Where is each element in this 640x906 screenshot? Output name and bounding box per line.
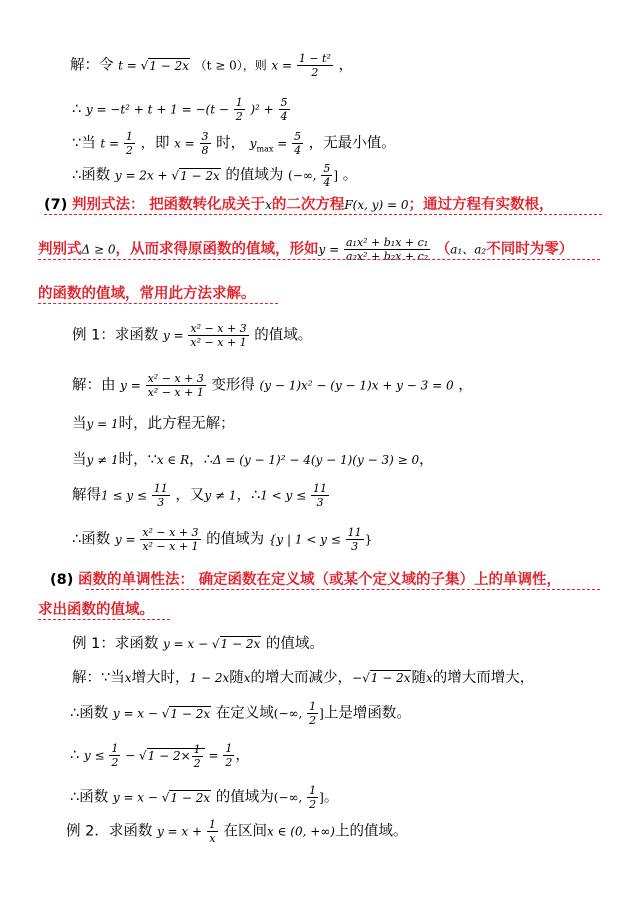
solution-line-2: [72, 96, 291, 123]
math: y = 1: [86, 417, 119, 431]
fraction: [192, 743, 203, 770]
math: x: [265, 198, 272, 212]
math: y = x −: [162, 637, 212, 651]
numerator: 3: [201, 130, 209, 143]
subscript: max: [256, 144, 274, 154]
math: t =: [100, 136, 123, 151]
text: （: [435, 241, 451, 258]
text: ，∴: [189, 452, 213, 468]
text: ，: [419, 452, 434, 468]
text: 时，此方程无解；: [118, 416, 235, 432]
numerator: 1 − t²: [298, 52, 331, 65]
math: y =: [318, 242, 343, 257]
fraction: [307, 784, 318, 811]
therefore: ∴: [72, 101, 86, 118]
sqrt-expr: √1 − 2x: [161, 790, 211, 805]
math: y = −t² + t + 1 = −(t −: [85, 102, 233, 117]
solution-line-1: [70, 52, 353, 79]
red-underline: [38, 303, 278, 304]
denominator: x² − x + 1: [190, 336, 247, 349]
math: y = x −: [112, 790, 162, 805]
text: （t ≥ 0），则: [194, 58, 267, 73]
text: ，又: [175, 487, 205, 504]
example-2-step-3: [70, 742, 250, 770]
radicand: 1 − 2x: [170, 706, 211, 721]
fraction: [321, 162, 332, 189]
text: 的二次方程: [271, 197, 345, 213]
numerator: 11: [153, 482, 168, 495]
math: {y | 1 < y ≤: [268, 532, 345, 547]
numerator: 1: [235, 96, 243, 109]
fraction: [297, 52, 333, 79]
sqrt-expr: √1 − 2× $\frac{1}{2}$: [139, 748, 205, 763]
numerator: x² − x + 3: [147, 372, 204, 385]
section-number: (7): [44, 197, 68, 213]
section-title: 判别式法：: [71, 197, 145, 213]
denominator: x² − x + 1: [142, 540, 199, 553]
text: 上的值域。: [334, 823, 408, 840]
text: 不同时为零）: [486, 241, 574, 258]
math: Δ ≥ 0: [81, 242, 116, 257]
text: ∴函数: [72, 531, 111, 548]
math: x: [243, 671, 251, 685]
text: ，: [458, 377, 473, 394]
section-title: 函数的单调性法：: [77, 572, 194, 588]
denominator: 2: [111, 756, 119, 769]
fraction: [109, 742, 120, 769]
radicand: 1 − 2x: [370, 671, 411, 685]
math: x ∈ R: [156, 453, 190, 467]
math: −: [352, 671, 363, 685]
text: 解：∵当: [72, 670, 125, 686]
fraction: [279, 96, 290, 123]
numerator: 1: [193, 742, 201, 756]
text: 。: [342, 167, 358, 184]
math: y = x −: [112, 706, 162, 721]
numerator: 1: [225, 742, 233, 755]
numerator: 1: [309, 700, 317, 713]
radicand-text: 1 − 2×: [147, 748, 191, 763]
red-underline: [86, 589, 600, 590]
fraction: [200, 130, 211, 157]
denominator: 2: [125, 144, 133, 157]
text: 判别式: [38, 241, 82, 258]
fraction: [188, 322, 248, 349]
text: ∴函数: [70, 789, 109, 806]
text: 在区间: [223, 823, 267, 840]
text: 的增大而增大，: [432, 670, 535, 686]
denominator: 2: [309, 714, 317, 727]
radicand: 1 − 2x: [149, 58, 190, 73]
math: t =: [118, 58, 141, 73]
numerator: 1: [208, 818, 216, 831]
numerator: x² − x + 3: [190, 322, 247, 335]
red-underline: [38, 259, 600, 260]
text: ，无最小值。: [308, 135, 396, 152]
text: 的增大而减少，: [250, 670, 353, 686]
example-1-question: [72, 322, 312, 349]
denominator: 2: [311, 66, 319, 79]
math: (y − 1)x² − (y − 1)x + y − 3 = 0: [259, 378, 454, 393]
example-2-step-1: [72, 668, 534, 688]
text: 时，: [216, 135, 246, 152]
sqrt-expr: √1 − 2x: [171, 168, 220, 183]
math: =: [204, 748, 223, 763]
numerator: 11: [347, 526, 362, 539]
radicand: [147, 742, 205, 770]
sqrt-expr: √1 − 2x: [140, 58, 190, 73]
section-7-line-3: [38, 284, 256, 304]
fraction: [307, 700, 318, 727]
radicand: 1 − 2x: [180, 168, 220, 183]
denominator: a₂x² + b₂x + c₂: [345, 250, 429, 263]
denominator: 8: [201, 144, 209, 157]
section-number: (8): [50, 572, 74, 588]
text: 随: [411, 670, 426, 686]
math: x: [425, 671, 433, 685]
text: ∴函数: [72, 167, 111, 184]
math: y =: [162, 328, 188, 343]
red-underline: [38, 619, 170, 620]
section-8-line-1: [50, 570, 561, 590]
solution-line-4: [72, 162, 357, 189]
math: 1 ≤ y ≤: [101, 488, 151, 503]
text: 求出函数的值域。: [38, 602, 154, 618]
denominator: x: [209, 832, 216, 845]
math: x =: [271, 58, 296, 73]
denominator: 3: [316, 496, 324, 509]
text: 把函数转化成关于: [149, 197, 266, 213]
math: y ≠ 1: [86, 453, 119, 467]
text: ，即: [140, 135, 170, 152]
math: ]: [333, 168, 339, 183]
numerator: 1: [111, 742, 119, 755]
math: Δ = (y − 1)² − 4(y − 1)(y − 3) ≥ 0: [212, 453, 420, 467]
text: 解：令: [70, 57, 114, 74]
text: ∴函数: [70, 705, 109, 722]
text: 当: [72, 452, 87, 468]
example-1-step-4: [72, 482, 330, 509]
math: =: [273, 136, 292, 151]
numerator: 1: [309, 784, 317, 797]
fraction: [346, 526, 364, 553]
text: 的值域为: [215, 789, 274, 806]
example-2-conclusion: [70, 784, 338, 811]
text: 确定函数在定义域（或某个定义域的子集）上的单调性，: [198, 572, 562, 588]
text: 的值域为: [225, 167, 284, 184]
numerator: x² − x + 3: [142, 526, 199, 539]
denominator: 4: [323, 176, 331, 189]
math: y: [249, 136, 257, 151]
text: 随: [229, 670, 244, 686]
example-2-question: [72, 634, 324, 654]
section-8-line-2: [38, 600, 154, 620]
math: (−∞,: [273, 706, 307, 721]
math: F(x, y) = 0: [344, 198, 409, 212]
text: 例 1：求函数: [72, 636, 159, 652]
text: 的值域。: [265, 636, 324, 652]
math: y =: [114, 532, 140, 547]
text: 在定义域: [215, 705, 274, 722]
text: ，∴: [236, 487, 261, 504]
denominator: x² − x + 1: [147, 386, 204, 399]
radicand: 1 − 2x: [220, 637, 261, 651]
red-underline: [44, 214, 602, 215]
math: 1 < y ≤: [260, 488, 311, 503]
text: 的函数的值域，常用此方法求解。: [38, 286, 256, 302]
sqrt-expr: √1 − 2x: [161, 706, 211, 721]
text: 的值域。: [254, 327, 313, 344]
denominator: 3: [351, 540, 359, 553]
numerator: 5: [294, 130, 302, 143]
sqrt-expr: √1 − 2x: [211, 637, 261, 651]
denominator: 3: [157, 496, 165, 509]
math: y =: [120, 378, 145, 393]
text: 例 2．求函数: [66, 823, 153, 840]
text: 变形得: [211, 377, 255, 394]
text: ；通过方程有实数根，: [408, 197, 554, 213]
text: 当: [72, 416, 87, 432]
numerator: 1: [125, 130, 133, 143]
sqrt-expr: √1 − 2x: [362, 671, 411, 685]
math: }: [364, 532, 373, 547]
text: 时，∵: [118, 452, 157, 468]
numerator: 5: [323, 162, 331, 175]
fraction: [223, 742, 234, 769]
math: (−∞,: [288, 168, 321, 183]
math: y = x +: [156, 824, 206, 839]
fraction: [292, 130, 303, 157]
numerator: 11: [313, 482, 328, 495]
text: ，: [235, 747, 250, 764]
math: a₁、a₂: [450, 242, 487, 257]
text: 上是增函数。: [323, 705, 411, 722]
denominator: 2: [309, 798, 317, 811]
example-1-conclusion: [72, 526, 372, 553]
text: 解：由: [72, 377, 116, 394]
math: ]: [319, 790, 324, 805]
example-3-question: [66, 818, 407, 845]
math: y = 2x +: [114, 168, 172, 183]
numerator: 5: [280, 96, 288, 109]
math: x: [124, 671, 132, 685]
denominator: 4: [294, 144, 302, 157]
fraction: [152, 482, 170, 509]
text: 解得: [72, 487, 101, 504]
example-1-step-3: [72, 450, 434, 470]
example-1-step-2: [72, 414, 235, 434]
text: ，从而求得原函数的值域，形如: [115, 241, 319, 258]
fraction: [234, 96, 245, 123]
text: 例 1：求函数: [72, 327, 159, 344]
fraction: [124, 130, 135, 157]
denominator: 4: [280, 110, 288, 123]
math: x ∈ (0, +∞): [266, 824, 335, 839]
denominator: 2: [193, 756, 201, 770]
fraction: [207, 818, 218, 845]
denominator: 2: [225, 756, 233, 769]
text: ，: [338, 57, 353, 74]
fraction: [146, 372, 206, 399]
math: −: [121, 748, 139, 763]
text: 的值域为: [206, 531, 265, 548]
math: )² +: [250, 102, 278, 117]
example-1-step-1: [72, 372, 473, 399]
solution-line-3: [72, 130, 396, 159]
math: ]: [319, 706, 324, 721]
text: 。: [323, 789, 339, 806]
text: 增大时，: [131, 670, 190, 686]
numerator: a₁x² + b₁x + c₁: [345, 236, 429, 249]
therefore: ∴: [70, 747, 84, 764]
math: y ≠ 1: [204, 488, 237, 503]
math: 1 − 2x: [189, 671, 230, 685]
denominator: 2: [235, 110, 243, 123]
fraction: [140, 526, 200, 553]
fraction: [311, 482, 329, 509]
section-7-line-1: [44, 195, 554, 215]
example-2-step-2: [70, 700, 411, 727]
math: (−∞,: [273, 790, 307, 805]
math: x =: [174, 136, 199, 151]
math: y ≤: [83, 748, 109, 763]
radicand: 1 − 2x: [170, 790, 211, 805]
text: ∵当: [72, 135, 96, 152]
